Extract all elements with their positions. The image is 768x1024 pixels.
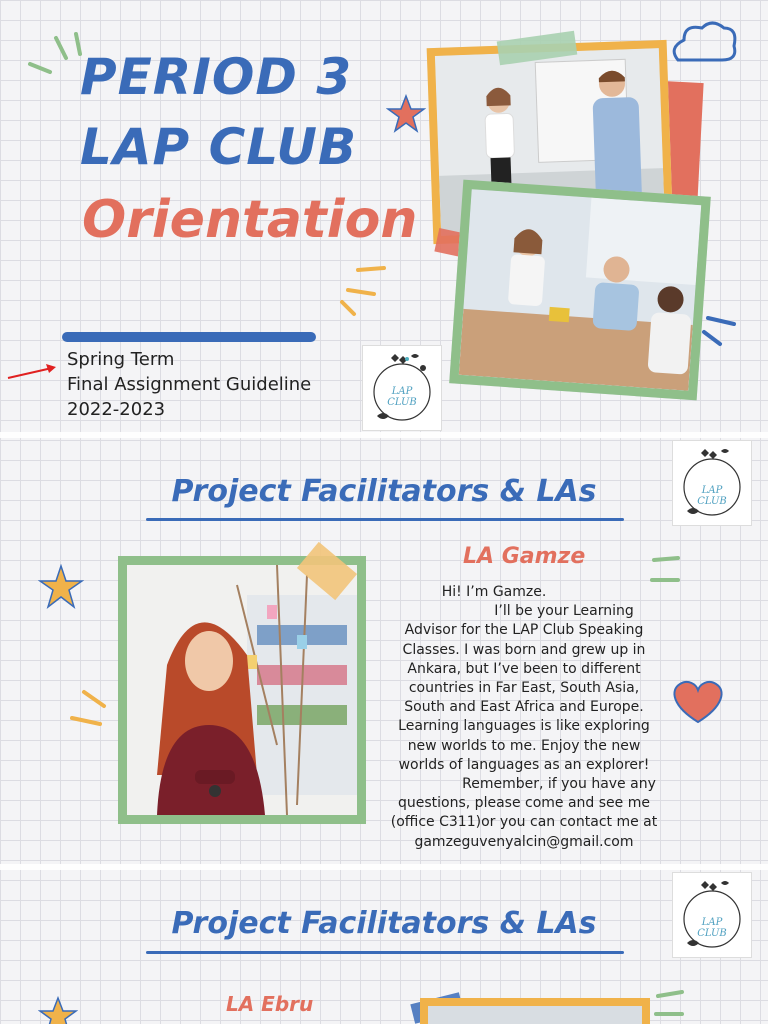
cover-title-line2: LAP CLUB xyxy=(80,118,358,176)
cloud-icon xyxy=(666,20,740,70)
section-heading: Project Facilitators & LAs xyxy=(171,474,597,509)
la-name: LA Ebru xyxy=(226,992,314,1016)
logo-club-text: LAP CLUB xyxy=(697,917,727,939)
bio-line: gamzeguvenyalcin@gmail.com xyxy=(414,833,634,850)
bio-line: Hi! I’m Gamze. xyxy=(441,584,547,600)
bio-line: Classes. I was born and grew up in xyxy=(402,641,646,658)
arrow-icon xyxy=(6,362,58,382)
bio-line: new worlds to me. Enjoy the new xyxy=(407,737,641,754)
cover-slide xyxy=(0,0,768,432)
heading-underline xyxy=(146,518,624,521)
lap-club-logo xyxy=(672,872,752,958)
cover-year: 2022-2023 xyxy=(67,399,166,420)
sparkle-lines-decoration xyxy=(700,312,744,348)
bio-line: I’ll be your Learning xyxy=(494,603,634,620)
facilitator-slide-gamze xyxy=(0,438,768,864)
bio-line: worlds of languages as an explorer! xyxy=(398,756,650,773)
bio-line: Remember, if you have any xyxy=(462,776,656,793)
la-name: LA Gamze xyxy=(463,544,586,569)
bio-line: questions, please come and see me xyxy=(398,795,650,812)
cover-guideline: Final Assignment Guideline xyxy=(67,374,312,395)
star-icon xyxy=(38,996,78,1024)
bio-line: Learning languages is like exploring xyxy=(398,718,650,735)
bio-line: Ankara, but I’ve been to different xyxy=(407,660,641,677)
heading-underline xyxy=(146,951,624,954)
lap-club-logo xyxy=(672,440,752,526)
cover-term: Spring Term xyxy=(67,349,175,370)
heart-icon xyxy=(668,676,728,726)
cover-title-line1: PERIOD 3 xyxy=(80,48,353,106)
blue-brush-stroke xyxy=(62,332,316,342)
sparkle-lines-decoration xyxy=(650,984,690,1024)
logo-club-text: LAP CLUB xyxy=(387,386,417,408)
cover-title-line3: Orientation xyxy=(82,190,418,250)
bio-line: (office C311)or you can contact me at xyxy=(390,814,658,831)
sparkle-lines-decoration xyxy=(646,550,686,590)
star-icon xyxy=(38,564,84,610)
photo-meeting-table xyxy=(449,180,711,401)
bio-line: Advisor for the LAP Club Speaking xyxy=(404,622,644,639)
sparkle-lines-decoration xyxy=(64,684,120,734)
lap-club-logo xyxy=(362,345,442,431)
logo-club-text: LAP CLUB xyxy=(697,485,727,507)
bio-line: countries in Far East, South Asia, xyxy=(408,680,640,697)
star-icon xyxy=(386,94,426,134)
facilitator-slide-ebru xyxy=(0,870,768,1024)
bio-line: South and East Africa and Europe. xyxy=(404,699,644,716)
logo-emblem-icon xyxy=(673,873,751,957)
sparkle-lines-decoration xyxy=(336,262,392,318)
logo-emblem-icon xyxy=(673,441,751,525)
photo-la-ebru xyxy=(420,998,650,1024)
section-heading: Project Facilitators & LAs xyxy=(171,906,597,941)
la-bio xyxy=(384,583,664,852)
